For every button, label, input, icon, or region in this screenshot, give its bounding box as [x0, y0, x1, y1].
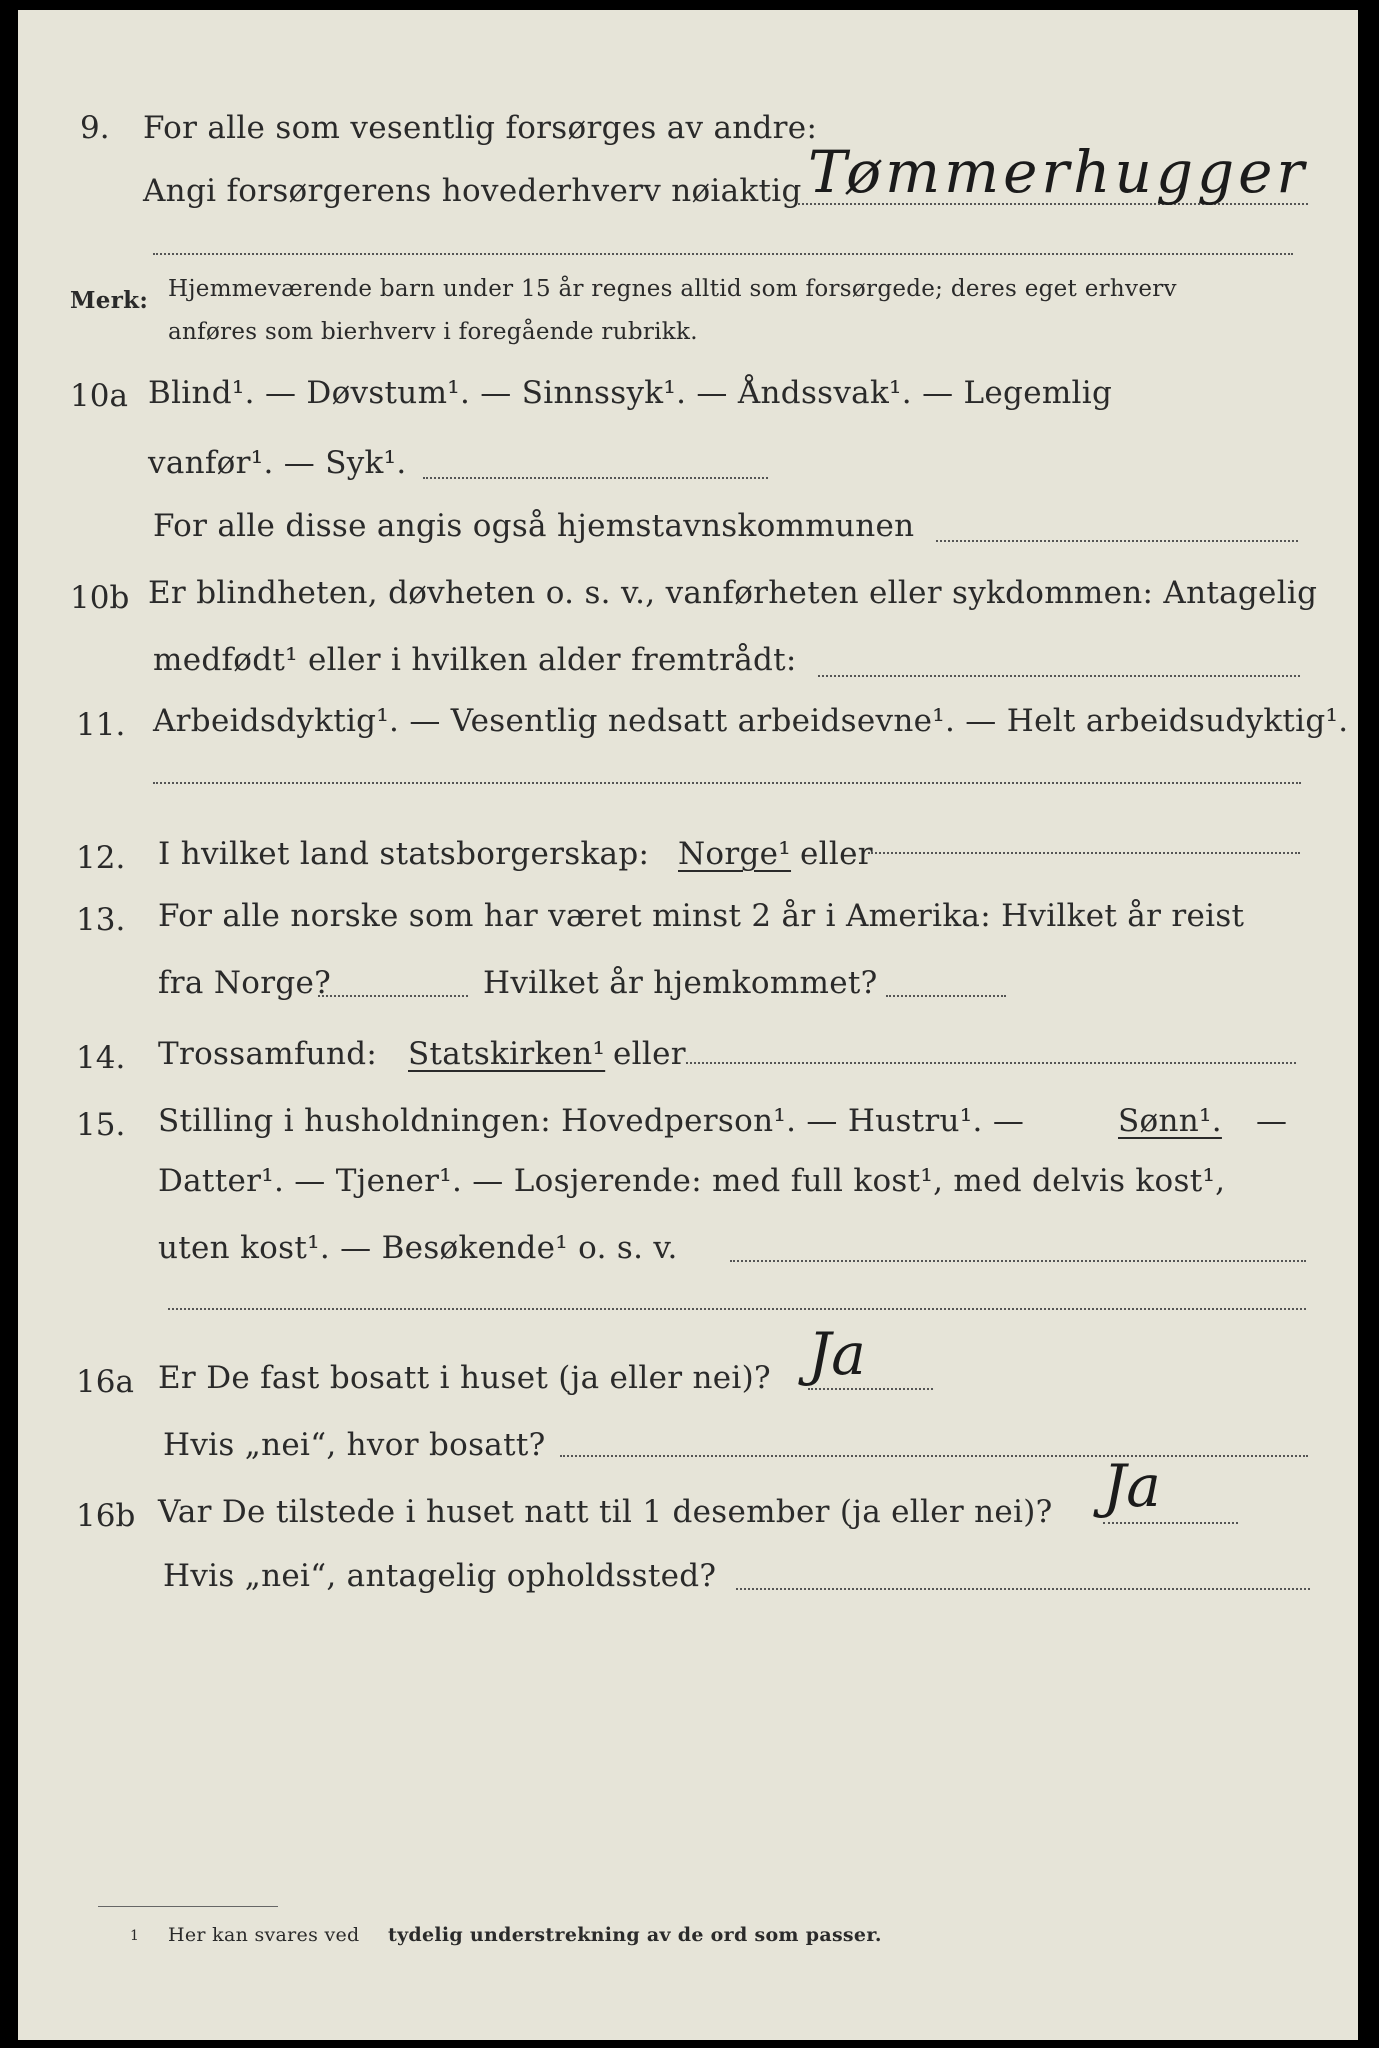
q13-line2b: Hvilket år hjemkommet? — [483, 965, 878, 1001]
q15-line3: uten kost¹. — Besøkende¹ o. s. v. — [158, 1230, 678, 1266]
q10a-line2: vanfør¹. — Syk¹. — [148, 445, 407, 481]
q15-line1b: — — [1256, 1103, 1288, 1139]
q9-extra-line — [153, 253, 1293, 255]
q12-suffix: eller — [800, 836, 873, 872]
q13-line2a: fra Norge? — [158, 965, 332, 1001]
q16a-number: 16a — [76, 1364, 134, 1400]
q10a-number: 10a — [70, 378, 128, 414]
q9-number: 9. — [80, 110, 110, 146]
footnote-marker: 1 — [130, 1928, 140, 1944]
q11-extra-line — [153, 782, 1301, 784]
note-line1: Hjemmeværende barn under 15 år regnes alltid som forsørgede; deres eget erhverv — [168, 276, 1177, 302]
q14-number: 14. — [76, 1040, 126, 1076]
q16b-line1: Var De tilstede i huset natt til 1 desember (ja eller nei)? — [158, 1494, 1053, 1530]
census-form-page — [18, 10, 1358, 2040]
q16a-line2-blank — [560, 1455, 1308, 1457]
q12-underlined-answer: Norge¹ — [678, 836, 792, 872]
q12-number: 12. — [76, 840, 126, 876]
q15-extra-line — [168, 1308, 1306, 1310]
q10b-line1: Er blindheten, døvheten o. s. v., vanførheten eller sykdommen: Antagelig — [148, 575, 1318, 611]
q14-blank — [686, 1062, 1296, 1064]
q13-line1: For alle norske som har været minst 2 år i Amerika: Hvilket år reist — [158, 898, 1245, 934]
q11-line1: Arbeidsdyktig¹. — Vesentlig nedsatt arbeidsevne¹. — Helt arbeidsudyktig¹. — [153, 703, 1349, 739]
q16a-line2: Hvis „nei“, hvor bosatt? — [163, 1427, 546, 1463]
q13-number: 13. — [76, 902, 126, 938]
q10a-line3-blank — [936, 540, 1298, 542]
q12-prefix: I hvilket land statsborgerskap: — [158, 836, 650, 872]
q10b-line2: medfødt¹ eller i hvilken alder fremtrådt: — [153, 642, 797, 678]
footnote-rule — [98, 1906, 278, 1907]
q16a-line1: Er De fast bosatt i huset (ja eller nei)? — [158, 1360, 771, 1396]
q9-handwritten-answer: Tømmerhugger — [808, 138, 1309, 206]
q15-number: 15. — [76, 1107, 126, 1143]
q16b-number: 16b — [76, 1498, 136, 1534]
q10a-line2-blank — [423, 477, 768, 479]
q10a-line1: Blind¹. — Døvstum¹. — Sinnssyk¹. — Åndssvak¹. — Legemlig — [148, 375, 1113, 411]
q10b-number: 10b — [70, 580, 130, 616]
q9-line1: For alle som vesentlig forsørges av andre: — [143, 110, 818, 146]
q14-suffix: eller — [613, 1036, 686, 1072]
q12-blank — [868, 852, 1300, 854]
q11-number: 11. — [76, 707, 126, 743]
q16b-line2: Hvis „nei“, antagelig opholdssted? — [163, 1558, 717, 1594]
footnote-text-bold: tydelig understrekning av de ord som passer. — [388, 1924, 882, 1946]
footnote-text-plain: Her kan svares ved — [168, 1924, 360, 1946]
q10a-line3: For alle disse angis også hjemstavnskommunen — [153, 508, 915, 544]
q15-underlined-answer: Sønn¹. — [1118, 1103, 1222, 1139]
q14-underlined-answer: Statskirken¹ — [408, 1036, 606, 1072]
q15-line1a: Stilling i husholdningen: Hovedperson¹. — Hustru¹. — — [158, 1103, 1025, 1139]
q9-line2: Angi forsørgerens hovederhverv nøiaktig — [143, 173, 802, 209]
q13-year-left-blank — [318, 995, 468, 997]
q15-line2: Datter¹. — Tjener¹. — Losjerende: med full kost¹, med delvis kost¹, — [158, 1163, 1226, 1199]
q10b-line2-blank — [818, 675, 1300, 677]
q16a-answer-line — [808, 1388, 933, 1390]
q13-year-returned-blank — [886, 995, 1006, 997]
q15-line3-blank — [730, 1260, 1306, 1262]
q14-prefix: Trossamfund: — [158, 1036, 378, 1072]
q16b-handwritten-answer: Ja — [1103, 1452, 1161, 1520]
q16a-handwritten-answer: Ja — [808, 1320, 866, 1388]
q16b-line2-blank — [736, 1588, 1310, 1590]
note-line2: anføres som bierhverv i foregående rubrikk. — [168, 319, 698, 345]
q16b-answer-line — [1103, 1522, 1238, 1524]
note-label: Merk: — [70, 287, 149, 314]
